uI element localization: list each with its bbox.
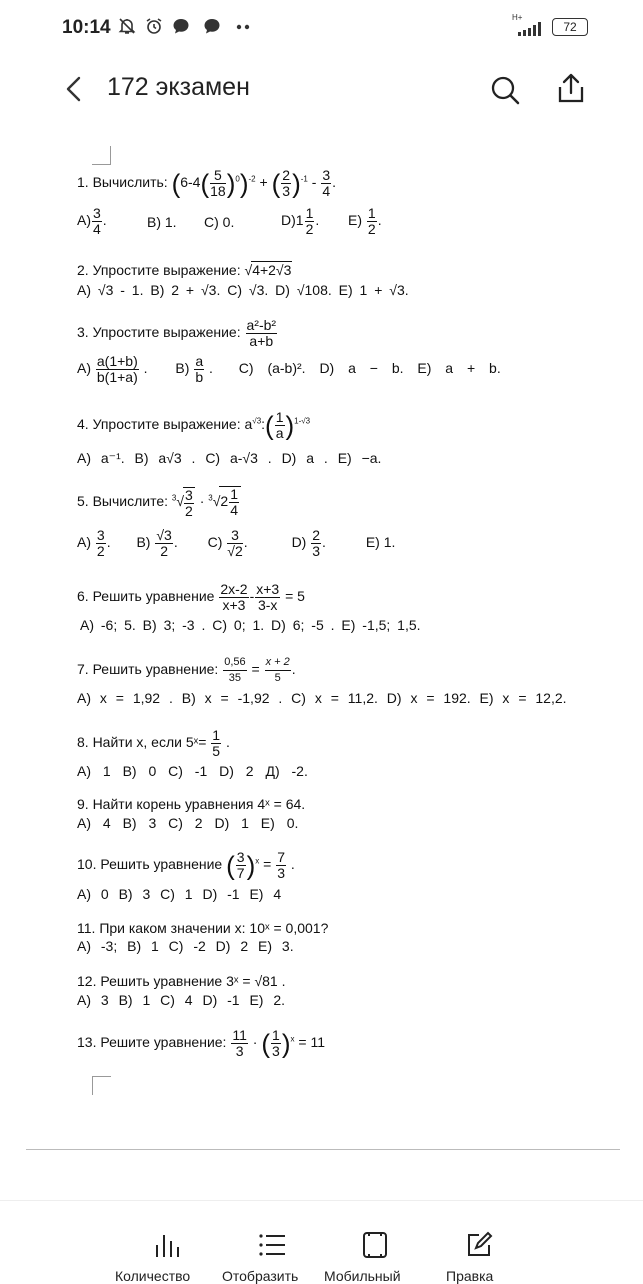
q11-answers: A) -3; B) 1 C) -2 D) 2 E) 3.: [77, 938, 294, 954]
question-13: 13. Решите уравнение: $\frac{11}{3}$ · ( $\frac{1}{3}$ )$^x$ = 11: [77, 1027, 325, 1059]
q5-answers: A) $\frac{3}{2}$ . B) $\frac{√3}{2}$ . C) $\frac{3}{√2}$ . D) $\frac{2}{3}$ . E) 1.: [77, 527, 396, 559]
q6-answers: A) -6; 5. B) 3; -3 . C) 0; 1. D) 6; -5 . E) -1,5; 1,5.: [80, 617, 421, 633]
page-corner-mark-bottom: [92, 1076, 111, 1095]
network-type: H+: [512, 13, 523, 22]
q7-answers: A) x = 1,92 . B) x = -1,92 . C) x = 11,2. D) x = 192. E) x = 12,2.: [77, 690, 567, 706]
q4-answers: A) a⁻¹. B) a√3 . C) a-√3 . D) a . E) −a.: [77, 450, 382, 466]
page-title: 172 экзамен: [107, 73, 250, 101]
question-4: 4. Упростите выражение: $a^{√3}$:( $\frac{1}{a}$ )$^{1-√3}$: [77, 409, 311, 441]
q12-answers: A) 3 B) 1 C) 4 D) -1 E) 2.: [77, 992, 286, 1008]
q9-answers: A) 4 B) 3 C) 2 D) 1 E) 0.: [77, 815, 299, 831]
question-2: 2. Упростите выражение: √4+2√3: [77, 262, 292, 278]
battery-indicator: 72: [552, 18, 588, 36]
page-divider: [26, 1149, 620, 1150]
outline-label[interactable]: Отобразить: [222, 1268, 299, 1284]
status-time: 10:14: [62, 17, 111, 38]
q1-label: 1. Вычислить:: [77, 174, 168, 191]
question-9: 9. Найти корень уравнения 4ˣ = 64.: [77, 796, 306, 812]
outline-list-icon[interactable]: [258, 1231, 286, 1259]
question-1: 1. Вычислить: (6-4( $\frac{5}{18}$ )$^0$)$^{-2}$ + ( $\frac{2}{3}$ )$^{-1}$ - $\frac{3}{4}$ .: [77, 167, 337, 199]
mobile-view-label[interactable]: Мобильный: [324, 1268, 401, 1284]
question-8: 8. Найти x, если 5ˣ= $\frac{1}{5}$ .: [77, 727, 230, 759]
question-3: 3. Упростите выражение: $\frac{\text{a²-b²}}{a+b}$: [77, 317, 277, 349]
q2-answers: A) √3 - 1. B) 2 + √3. C) √3. D) √108. E) 1 + √3.: [77, 282, 409, 298]
question-6: 6. Решить уравнение $\frac{2x-2}{x+3}$ - $\frac{x+3}{3-x}$ = 5: [77, 581, 305, 613]
question-7: 7. Решить уравнение: $\frac{0,56}{35}$ = $\frac{x + 2}{5}$ .: [77, 656, 296, 684]
word-count-icon[interactable]: [153, 1231, 181, 1259]
question-10: 10. Решить уравнение ( $\frac{3}{7}$ )$^x$ = $\frac{7}{3}$ .: [77, 849, 295, 881]
q1-answers: A) $\frac{3}{4}$ . B) 1. C) 0. D)1 $\frac{1}{2}$ . E) $\frac{1}{2}$ .: [77, 205, 382, 237]
page-corner-mark: [92, 146, 111, 165]
edit-label[interactable]: Правка: [446, 1268, 494, 1284]
q8-answers: A) 1 B) 0 C) -1 D) 2 Д) -2.: [77, 763, 308, 779]
word-count-label[interactable]: Количество: [115, 1268, 191, 1284]
question-11: 11. При каком значении x: 10ˣ = 0,001?: [77, 920, 329, 936]
mobile-view-icon[interactable]: [362, 1231, 388, 1259]
bottom-toolbar: [0, 1200, 643, 1281]
q10-answers: A) 0 B) 3 C) 1 D) -1 E) 4: [77, 886, 282, 902]
question-12: 12. Решить уравнение 3ˣ = √81 .: [77, 973, 286, 989]
question-5: 5. Вычислите: $^3$√ $\frac{3}{2}$ · $^3$√2 $\frac{1}{4}$: [77, 486, 241, 519]
q3-answers: A) $\frac{a(1+b)}{b(1+a)}$ . B) $\frac{a}{b}$ . C) (a-b)². D) a − b. E) a + b.: [77, 353, 501, 385]
edit-icon[interactable]: [465, 1231, 493, 1259]
